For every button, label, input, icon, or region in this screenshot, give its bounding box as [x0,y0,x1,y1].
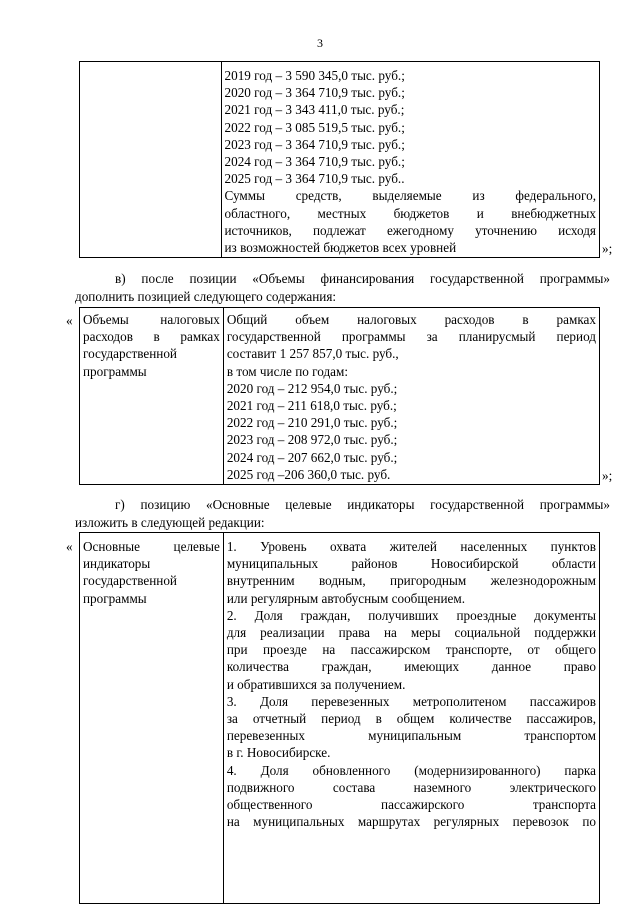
indicator-text-line: в г. Новосибирске. [226,745,331,761]
table2-right-cell [223,308,599,485]
tax-expenditure-year-line: 2021 год – 211 618,0 тыс. руб.; [226,398,397,414]
table1-right-cell [221,62,600,258]
tax-expenditure-year-line: 2024 год – 207 662,0 тыс. руб.; [226,449,398,465]
funding-year-line: 2020 год – 3 364 710,9 тыс. руб.; [224,85,405,101]
paragraph-g-line2: изложить в следующей редакции: [75,514,265,530]
indicator-item [227,538,596,607]
indicator-text-line: внутренним водным, пригородным железнодорожным [226,573,596,589]
indicator-text-line: при проезде на пассажирском транспорте, от общего [226,642,596,658]
table2-left-cell [80,308,224,485]
indicator-item [227,607,596,693]
indicator-text-line: общественного пассажирского транспорта [226,797,596,813]
table3-left-label-line: индикаторы [83,556,151,572]
indicator-text-line: 1. Уровень охвата жителей населенных пунктов [226,539,596,554]
funding-table-continued [79,61,600,258]
indicator-text-line: для реализации права на меры социальной поддержки [226,625,596,641]
indicator-text-line: перевезенных муниципальным транспортом [226,728,596,744]
paragraph-v-line2: дополнить позицией следующего содержания: [75,288,337,304]
table3-left-label-line: программы [83,590,147,606]
indicator-text-line: на муниципальных маршрутах регулярных перевозок по [226,814,596,830]
tax-expenditure-text-line: государственной программы за планирусмый период [226,329,596,345]
indicator-text-line: муниципальных районов Новосибирской области [226,556,596,572]
table1-close-quote: »; [602,241,613,256]
table1-note-last: из возможностей бюджетов всех уровней [224,240,457,256]
paragraph-v-line1: в) после позиции «Объемы финансирования государственной программы» [115,271,610,286]
indicator-text-line: и обратившихся за получением. [226,676,406,692]
tax-expenditure-year-line: 2025 год –206 360,0 тыс. руб. [226,466,391,482]
tax-expenditure-table [79,307,600,485]
paragraph-v [75,270,610,305]
funding-year-line: 2022 год – 3 085 519,5 тыс. руб.; [224,119,405,135]
table2-left-label-line: Объемы налоговых [83,312,220,327]
indicators-table [79,532,600,904]
table3-left-cell [80,533,224,904]
table3-left-label-line: Основные целевые [83,539,220,554]
funding-year-line: 2024 год – 3 364 710,9 тыс. руб.; [224,154,405,170]
indicator-text-line: 2. Доля граждан, получивших проездные документы [226,607,596,623]
table2-left-label-line: расходов в рамках [83,329,220,345]
tax-expenditure-year-line: в том числе по годам: [226,363,349,379]
funding-year-line: 2019 год – 3 590 345,0 тыс. руб.; [224,68,405,83]
table2-left-label-line: государственной [83,346,177,362]
funding-year-line: 2025 год – 3 364 710,9 тыс. руб.. [224,171,405,187]
indicator-text-line: количества граждан, имеющих данное право [226,659,596,675]
funding-note-line: областного, местных бюджетов и внебюджетных [224,205,596,221]
tax-expenditure-year-line: 2020 год – 212 954,0 тыс. руб.; [226,380,398,396]
table2-left-label-line: программы [83,363,147,379]
table3-open-quote: « [66,539,73,554]
indicator-text-line: за отчетный период в общем количестве пассажиров, [226,711,596,727]
page-number: 3 [317,36,323,50]
table3-left-label-line: государственной [83,573,177,589]
funding-note-line: источников, подлежат ежегодному уточнению исходя [224,222,596,238]
paragraph-g-line1: г) позицию «Основные целевые индикаторы государственной программы» [115,497,610,512]
paragraph-g [75,496,610,531]
indicator-text-line: 4. Доля обновленного (модернизированного) парка [226,762,596,778]
funding-note-line: Суммы средств, выделяемые из федерального, [224,188,596,204]
table1-left-cell [80,62,222,258]
indicator-text-line: подвижного состава наземного электрического [226,779,596,795]
funding-year-line: 2021 год – 3 343 411,0 тыс. руб.; [224,102,405,118]
table3-right-cell [223,533,599,904]
funding-year-line: 2023 год – 3 364 710,9 тыс. руб.; [224,136,405,152]
tax-expenditure-text-line: Общий объем налоговых расходов в рамках [226,312,596,327]
indicator-item [227,693,596,762]
indicator-item [227,762,596,831]
indicator-text-line: или регулярным автобусным сообщением. [226,590,466,606]
indicator-text-line: 3. Доля перевезенных метрополитеном пассажиров [226,693,596,709]
tax-expenditure-year-line: 2022 год – 210 291,0 тыс. руб.; [226,415,398,431]
table2-open-quote: « [66,313,73,328]
table2-close-quote: »; [602,468,613,483]
tax-expenditure-year-line: 2023 год – 208 972,0 тыс. руб.; [226,432,398,448]
tax-expenditure-year-line: составит 1 257 857,0 тыс. руб., [226,346,399,362]
